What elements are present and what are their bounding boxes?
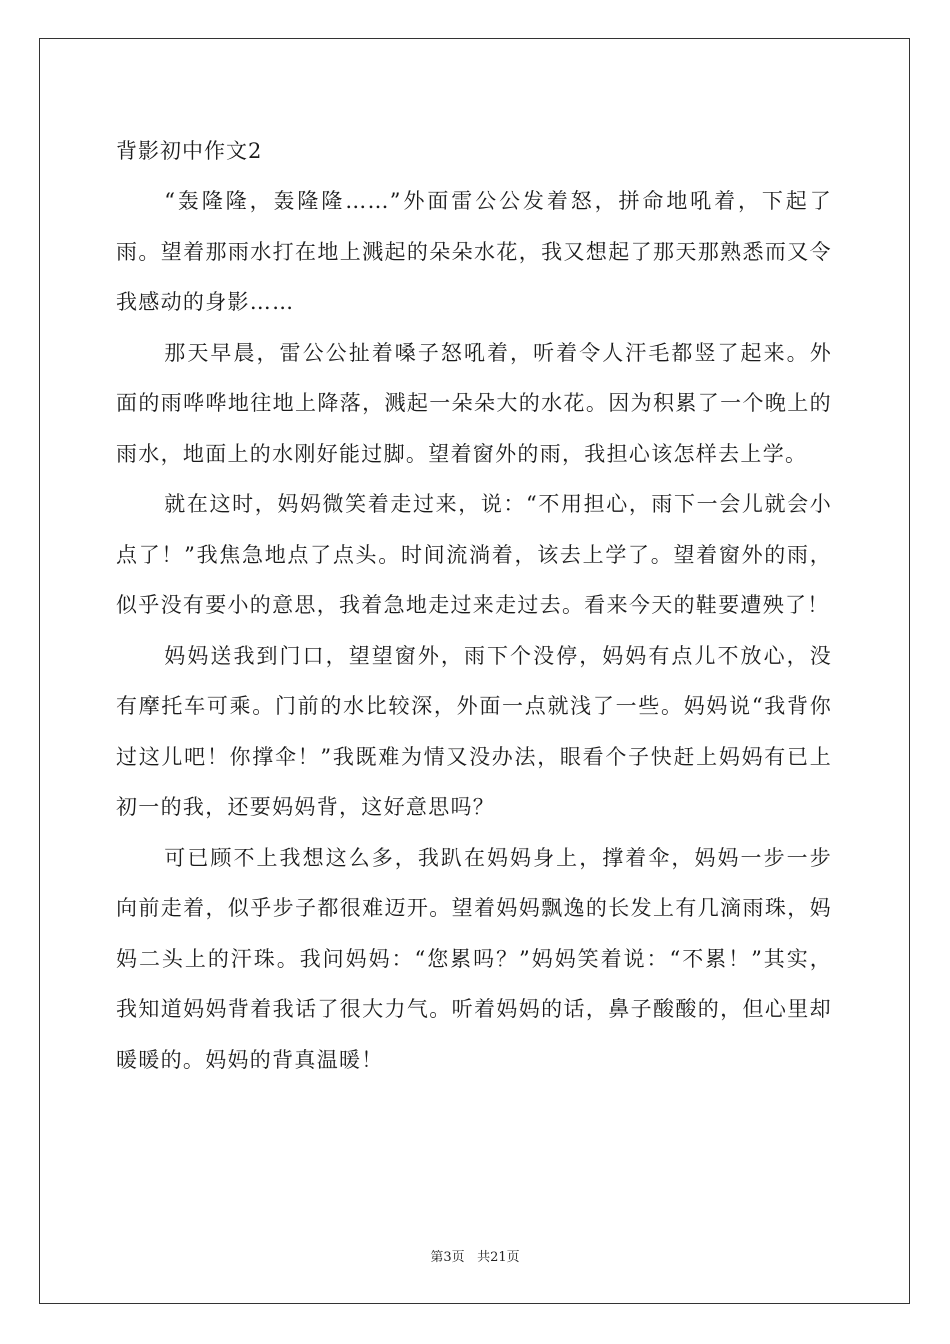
- document-body: [116, 126, 832, 1085]
- page-number: 第3页: [430, 1250, 465, 1265]
- page-footer: [0, 1246, 950, 1265]
- paragraph-5: 可已顾不上我想这么多，我趴在妈妈身上，撑着伞，妈妈一步一步向前走着，似乎步子都很难迈开。望着妈妈飘逸的长发上有几滴雨珠，妈妈二头上的汗珠。我问妈妈：“您累吗？”妈妈笑着说：“不累！”其实，我知道妈妈背着我话了很大力气。听着妈妈的话，鼻子酸酸的，但心里却暖暖的。妈妈的背真温暖！: [116, 845, 832, 1072]
- paragraph-3: 就在这时，妈妈微笑着走过来，说：“不用担心，雨下一会儿就会小点了！”我焦急地点了点头。时间流淌着，该去上学了。望着窗外的雨，似乎没有要小的意思，我着急地走过来走过去。看来今天的鞋要遭殃了！: [116, 492, 832, 617]
- paragraph-2: 那天早晨，雷公公扯着嗓子怒吼着，听着令人汗毛都竖了起来。外面的雨哗哗地往地上降落，溅起一朵朵大的水花。因为积累了一个晚上的雨水，地面上的水刚好能过脚。望着窗外的雨，我担心该怎样去上学。: [116, 340, 832, 466]
- paragraph-4: 妈妈送我到门口，望望窗外，雨下个没停，妈妈有点儿不放心，没有摩托车可乘。门前的水比较深，外面一点就浅了一些。妈妈说“我背你过这儿吧！你撑伞！”我既难为情又没办法，眼看个子快赶上妈妈有已上初一的我，还要妈妈背，这好意思吗？: [116, 643, 832, 819]
- page-total: 共21页: [477, 1250, 520, 1265]
- paragraph-1: “轰隆隆，轰隆隆……”外面雷公公发着怒，拼命地吼着，下起了雨。望着那雨水打在地上溅起的朵朵水花，我又想起了那天那熟悉而又令我感动的身影……: [116, 189, 832, 314]
- document-title: 背影初中作文2: [116, 139, 263, 163]
